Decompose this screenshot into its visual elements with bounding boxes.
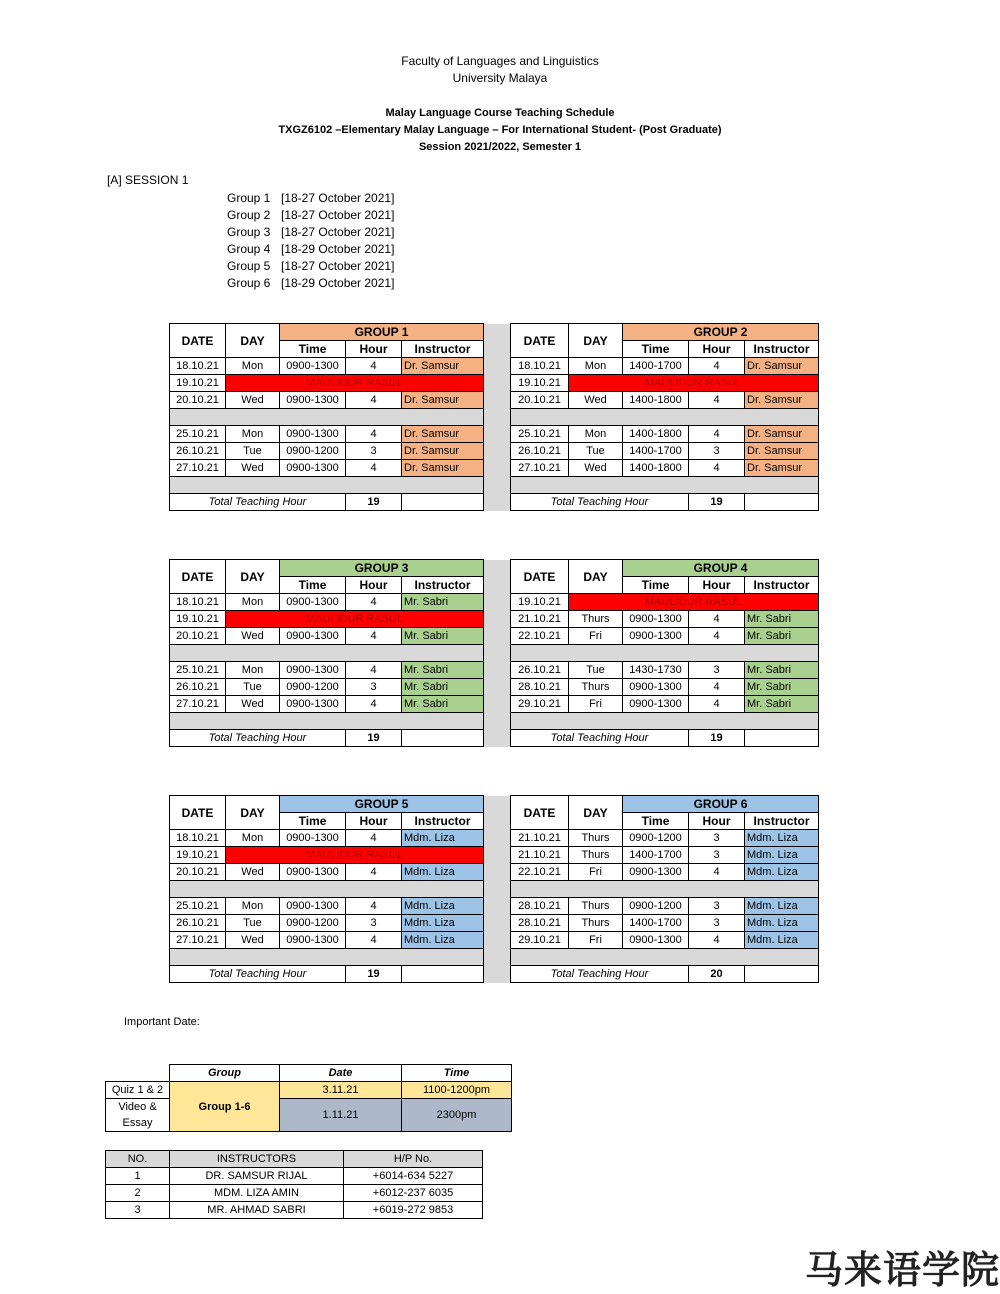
group-title: GROUP 6: [623, 796, 819, 813]
dates-time: 2300pm: [402, 1099, 512, 1132]
time-cell: 0900-1300: [280, 932, 346, 949]
day-cell: Mon: [569, 358, 623, 375]
date-cell: 18.10.21: [170, 358, 226, 375]
group-title: GROUP 5: [280, 796, 484, 813]
contacts-header-no: NO.: [106, 1151, 170, 1168]
day-cell: Tue: [226, 679, 280, 696]
hour-cell: 4: [689, 679, 745, 696]
hour-cell: 4: [689, 932, 745, 949]
instructor-cell: Mdm. Liza: [745, 830, 819, 847]
date-cell: 21.10.21: [511, 830, 569, 847]
time-cell: 0900-1300: [280, 898, 346, 915]
hour-cell: 4: [346, 932, 402, 949]
time-cell: 1400-1700: [623, 443, 689, 460]
important-dates-table: [105, 1064, 512, 1132]
instructor-header: Instructor: [745, 813, 819, 830]
instructor-cell: Mr. Sabri: [402, 679, 484, 696]
hour-cell: 4: [689, 392, 745, 409]
blank-row: [511, 949, 819, 966]
total-blank: [745, 966, 819, 983]
date-cell: 26.10.21: [511, 443, 569, 460]
group-period: [18-29 October 2021]: [281, 276, 395, 290]
total-value: 19: [346, 966, 402, 983]
total-value: 19: [346, 494, 402, 511]
dates-item: Quiz 1 & 2: [106, 1082, 170, 1099]
group-period: [18-29 October 2021]: [281, 242, 395, 256]
day-cell: Thurs: [569, 898, 623, 915]
group-title: GROUP 3: [280, 560, 484, 577]
time-cell: 0900-1300: [280, 696, 346, 713]
date-cell: 20.10.21: [170, 628, 226, 645]
date-cell: 18.10.21: [170, 594, 226, 611]
date-cell: 19.10.21: [511, 594, 569, 611]
dates-header-time: Time: [402, 1065, 512, 1082]
group-name: Group 6: [227, 276, 271, 290]
day-cell: Thurs: [569, 847, 623, 864]
instructor-cell: Mdm. Liza: [745, 898, 819, 915]
instructor-cell: Dr. Samsur: [402, 460, 484, 477]
date-cell: 25.10.21: [170, 426, 226, 443]
group-title: GROUP 4: [623, 560, 819, 577]
group-period: [18-27 October 2021]: [281, 208, 395, 222]
time-cell: 0900-1300: [623, 932, 689, 949]
hour-cell: 4: [346, 392, 402, 409]
instructor-cell: Mr. Sabri: [402, 594, 484, 611]
hour-header: Hour: [689, 577, 745, 594]
group-name: Group 1: [227, 191, 271, 205]
group-period: [18-27 October 2021]: [281, 225, 395, 239]
time-header: Time: [280, 813, 346, 830]
instructor-cell: Mdm. Liza: [745, 847, 819, 864]
group-period-line: [227, 207, 394, 224]
hour-cell: 4: [689, 460, 745, 477]
day-cell: Mon: [226, 594, 280, 611]
time-cell: 0900-1200: [623, 898, 689, 915]
instructor-header: Instructor: [402, 577, 484, 594]
hour-header: Hour: [689, 813, 745, 830]
day-header: DAY: [569, 560, 623, 594]
blank-row: [511, 713, 819, 730]
hour-cell: 4: [346, 662, 402, 679]
date-cell: 21.10.21: [511, 611, 569, 628]
instructor-cell: Dr. Samsur: [745, 392, 819, 409]
instructor-cell: Mr. Sabri: [402, 696, 484, 713]
hour-cell: 3: [346, 915, 402, 932]
time-cell: 1400-1800: [623, 426, 689, 443]
time-header: Time: [623, 341, 689, 358]
group-period: [18-27 October 2021]: [281, 191, 395, 205]
day-cell: Wed: [226, 696, 280, 713]
time-cell: 0900-1300: [280, 392, 346, 409]
blank-row: [170, 949, 484, 966]
day-cell: Mon: [226, 358, 280, 375]
time-cell: 0900-1300: [623, 864, 689, 881]
hour-cell: 4: [689, 611, 745, 628]
date-cell: 29.10.21: [511, 932, 569, 949]
contacts-header-phone: H/P No.: [344, 1151, 483, 1168]
date-cell: 20.10.21: [170, 864, 226, 881]
instructor-cell: Mr. Sabri: [745, 662, 819, 679]
date-header: DATE: [511, 796, 569, 830]
total-value: 20: [689, 966, 745, 983]
day-cell: Thurs: [569, 830, 623, 847]
day-cell: Mon: [226, 898, 280, 915]
hour-cell: 4: [346, 898, 402, 915]
instructor-cell: Mdm. Liza: [402, 898, 484, 915]
table-separator: [484, 560, 511, 747]
day-cell: Thurs: [569, 915, 623, 932]
hour-cell: 4: [346, 460, 402, 477]
instructor-cell: Dr. Samsur: [745, 443, 819, 460]
hour-header: Hour: [346, 577, 402, 594]
hour-cell: 4: [689, 358, 745, 375]
hour-cell: 4: [689, 628, 745, 645]
time-cell: 0900-1300: [623, 679, 689, 696]
dates-item: Video & Essay: [106, 1099, 170, 1132]
date-cell: 26.10.21: [170, 679, 226, 696]
hour-cell: 4: [346, 358, 402, 375]
date-cell: 26.10.21: [170, 915, 226, 932]
time-cell: 1400-1700: [623, 847, 689, 864]
hour-cell: 3: [689, 443, 745, 460]
date-cell: 19.10.21: [170, 375, 226, 392]
instructor-cell: Dr. Samsur: [402, 443, 484, 460]
total-blank: [745, 730, 819, 747]
blank-row: [511, 645, 819, 662]
blank-row: [170, 645, 484, 662]
instructor-header: Instructor: [402, 813, 484, 830]
instructor-contacts-table: [105, 1150, 483, 1219]
contact-name: DR. SAMSUR RIJAL: [170, 1168, 344, 1185]
watermark-logo: 马来语学院: [804, 1248, 1000, 1292]
blank-row: [170, 881, 484, 898]
date-cell: 22.10.21: [511, 628, 569, 645]
day-cell: Mon: [569, 426, 623, 443]
time-cell: 0900-1300: [280, 594, 346, 611]
instructor-header: Instructor: [402, 341, 484, 358]
date-cell: 26.10.21: [170, 443, 226, 460]
date-cell: 25.10.21: [511, 426, 569, 443]
day-cell: Wed: [226, 932, 280, 949]
instructor-cell: Mr. Sabri: [745, 679, 819, 696]
time-cell: 0900-1300: [280, 628, 346, 645]
day-cell: Fri: [569, 628, 623, 645]
date-cell: 18.10.21: [511, 358, 569, 375]
table-separator: [484, 796, 511, 983]
instructor-cell: Mdm. Liza: [402, 915, 484, 932]
hour-cell: 3: [689, 830, 745, 847]
dates-group-value: Group 1-6: [170, 1082, 280, 1132]
holiday-cell: MAULIDUR RASUL: [569, 375, 819, 392]
time-cell: 0900-1300: [623, 628, 689, 645]
date-header: DATE: [511, 560, 569, 594]
date-cell: 22.10.21: [511, 864, 569, 881]
holiday-cell: MAULIDUR RASUL: [226, 611, 484, 628]
schedule-table: [169, 795, 819, 983]
day-cell: Wed: [569, 460, 623, 477]
day-cell: Thurs: [569, 611, 623, 628]
total-value: 19: [346, 730, 402, 747]
date-cell: 28.10.21: [511, 679, 569, 696]
group-period-line: [227, 275, 394, 292]
day-cell: Thurs: [569, 679, 623, 696]
instructor-cell: Dr. Samsur: [402, 358, 484, 375]
faculty-name: Faculty of Languages and Linguistics: [401, 54, 599, 68]
day-cell: Wed: [226, 628, 280, 645]
date-cell: 20.10.21: [511, 392, 569, 409]
contacts-header-name: INSTRUCTORS: [170, 1151, 344, 1168]
session-title: Session 2021/2022, Semester 1: [418, 141, 582, 153]
time-cell: 1400-1800: [623, 460, 689, 477]
time-cell: 0900-1300: [280, 662, 346, 679]
group-period-line: [227, 241, 394, 258]
day-cell: Wed: [226, 864, 280, 881]
day-cell: Tue: [569, 443, 623, 460]
total-value: 19: [689, 494, 745, 511]
hour-cell: 4: [346, 864, 402, 881]
contact-name: MR. AHMAD SABRI: [170, 1202, 344, 1219]
date-cell: 19.10.21: [170, 611, 226, 628]
date-header: DATE: [511, 324, 569, 358]
contact-phone: +6012-237 6035: [344, 1185, 483, 1202]
group-name: Group 2: [227, 208, 271, 222]
hour-cell: 4: [346, 628, 402, 645]
time-cell: 0900-1200: [280, 443, 346, 460]
total-blank: [402, 966, 484, 983]
holiday-cell: MAULIDUR RASUL: [569, 594, 819, 611]
date-cell: 19.10.21: [511, 375, 569, 392]
total-blank: [402, 730, 484, 747]
day-cell: Mon: [226, 662, 280, 679]
contact-no: 2: [106, 1185, 170, 1202]
date-header: DATE: [170, 324, 226, 358]
group-name: Group 5: [227, 259, 271, 273]
instructor-cell: Mdm. Liza: [402, 864, 484, 881]
date-cell: 27.10.21: [170, 460, 226, 477]
date-cell: 25.10.21: [170, 662, 226, 679]
instructor-cell: Mr. Sabri: [745, 696, 819, 713]
date-cell: 27.10.21: [170, 932, 226, 949]
instructor-cell: Mdm. Liza: [402, 830, 484, 847]
contact-no: 3: [106, 1202, 170, 1219]
dates-header-date: Date: [280, 1065, 402, 1082]
hour-cell: 4: [346, 594, 402, 611]
time-cell: 0900-1300: [280, 426, 346, 443]
day-cell: Tue: [569, 662, 623, 679]
hour-cell: 4: [346, 426, 402, 443]
time-cell: 1400-1700: [623, 358, 689, 375]
time-cell: 0900-1300: [280, 460, 346, 477]
hour-cell: 3: [689, 847, 745, 864]
instructor-cell: Dr. Samsur: [402, 392, 484, 409]
schedule-title: Malay Language Course Teaching Schedule: [385, 107, 615, 119]
time-header: Time: [280, 577, 346, 594]
date-cell: 19.10.21: [170, 847, 226, 864]
date-cell: 18.10.21: [170, 830, 226, 847]
date-cell: 28.10.21: [511, 898, 569, 915]
hour-header: Hour: [689, 341, 745, 358]
table-separator: [484, 324, 511, 511]
blank-row: [511, 881, 819, 898]
hour-cell: 4: [689, 696, 745, 713]
time-cell: 0900-1300: [280, 830, 346, 847]
hour-header: Hour: [346, 813, 402, 830]
hour-cell: 3: [689, 915, 745, 932]
hour-cell: 3: [346, 443, 402, 460]
date-header: DATE: [170, 796, 226, 830]
time-cell: 0900-1300: [623, 611, 689, 628]
day-header: DAY: [226, 324, 280, 358]
day-header: DAY: [569, 324, 623, 358]
day-header: DAY: [569, 796, 623, 830]
total-value: 19: [689, 730, 745, 747]
session-label: [A] SESSION 1: [107, 173, 189, 187]
day-cell: Fri: [569, 864, 623, 881]
date-cell: 20.10.21: [170, 392, 226, 409]
instructor-cell: Mr. Sabri: [402, 628, 484, 645]
date-cell: 27.10.21: [170, 696, 226, 713]
hour-cell: 4: [346, 830, 402, 847]
instructor-cell: Mdm. Liza: [745, 864, 819, 881]
day-cell: Tue: [226, 443, 280, 460]
instructor-cell: Mr. Sabri: [745, 628, 819, 645]
total-label: Total Teaching Hour: [511, 730, 689, 747]
hour-header: Hour: [346, 341, 402, 358]
time-cell: 0900-1300: [280, 358, 346, 375]
day-header: DAY: [226, 796, 280, 830]
group-name: Group 3: [227, 225, 271, 239]
dates-time: 1100-1200pm: [402, 1082, 512, 1099]
instructor-header: Instructor: [745, 341, 819, 358]
time-cell: 1430-1730: [623, 662, 689, 679]
total-blank: [745, 494, 819, 511]
total-label: Total Teaching Hour: [170, 966, 346, 983]
day-cell: Mon: [226, 426, 280, 443]
day-cell: Tue: [226, 915, 280, 932]
date-cell: 25.10.21: [170, 898, 226, 915]
time-cell: 0900-1200: [280, 915, 346, 932]
total-label: Total Teaching Hour: [511, 494, 689, 511]
group-period-line: [227, 224, 394, 241]
instructor-cell: Mr. Sabri: [402, 662, 484, 679]
total-label: Total Teaching Hour: [170, 730, 346, 747]
time-cell: 0900-1200: [280, 679, 346, 696]
date-cell: 29.10.21: [511, 696, 569, 713]
time-cell: 1400-1700: [623, 915, 689, 932]
group-title: GROUP 2: [623, 324, 819, 341]
instructor-cell: Mdm. Liza: [745, 915, 819, 932]
day-header: DAY: [226, 560, 280, 594]
day-cell: Fri: [569, 696, 623, 713]
hour-cell: 3: [346, 679, 402, 696]
day-cell: Wed: [226, 460, 280, 477]
university-name: University Malaya: [452, 71, 548, 85]
contact-name: MDM. LIZA AMIN: [170, 1185, 344, 1202]
time-header: Time: [623, 577, 689, 594]
blank-row: [511, 477, 819, 494]
time-cell: 0900-1300: [280, 864, 346, 881]
hour-cell: 3: [689, 898, 745, 915]
holiday-cell: MAULIDUR RASUL: [226, 847, 484, 864]
instructor-cell: Mr. Sabri: [745, 611, 819, 628]
instructor-cell: Mdm. Liza: [402, 932, 484, 949]
schedule-table: [169, 323, 819, 511]
time-header: Time: [280, 341, 346, 358]
time-cell: 0900-1200: [623, 830, 689, 847]
hour-cell: 4: [346, 696, 402, 713]
dates-date: 1.11.21: [280, 1099, 402, 1132]
holiday-cell: MAULIDUR RASUL: [226, 375, 484, 392]
time-cell: 1400-1800: [623, 392, 689, 409]
time-cell: 0900-1300: [623, 696, 689, 713]
course-title: TXGZ6102 –Elementary Malay Language – For International Student- (Post Graduate): [278, 124, 722, 136]
day-cell: Wed: [226, 392, 280, 409]
blank-row: [170, 409, 484, 426]
contact-phone: +6014-634 5227: [344, 1168, 483, 1185]
dates-date: 3.11.21: [280, 1082, 402, 1099]
instructor-cell: Dr. Samsur: [402, 426, 484, 443]
group-title: GROUP 1: [280, 324, 484, 341]
time-header: Time: [623, 813, 689, 830]
blank-row: [170, 477, 484, 494]
contact-no: 1: [106, 1168, 170, 1185]
blank-row: [170, 713, 484, 730]
date-cell: 27.10.21: [511, 460, 569, 477]
hour-cell: 4: [689, 426, 745, 443]
contact-phone: +6019-272 9853: [344, 1202, 483, 1219]
day-cell: Mon: [226, 830, 280, 847]
date-header: DATE: [170, 560, 226, 594]
day-cell: Fri: [569, 932, 623, 949]
instructor-cell: Mdm. Liza: [745, 932, 819, 949]
total-label: Total Teaching Hour: [170, 494, 346, 511]
dates-header-group: Group: [170, 1065, 280, 1082]
schedule-table: [169, 559, 819, 747]
instructor-cell: Dr. Samsur: [745, 358, 819, 375]
total-label: Total Teaching Hour: [511, 966, 689, 983]
total-blank: [402, 494, 484, 511]
date-cell: 28.10.21: [511, 915, 569, 932]
important-date-label: Important Date:: [124, 1016, 200, 1028]
day-cell: Wed: [569, 392, 623, 409]
hour-cell: 3: [689, 662, 745, 679]
date-cell: 21.10.21: [511, 847, 569, 864]
instructor-cell: Dr. Samsur: [745, 426, 819, 443]
group-period: [18-27 October 2021]: [281, 259, 395, 273]
group-period-line: [227, 190, 394, 207]
instructor-cell: Dr. Samsur: [745, 460, 819, 477]
instructor-header: Instructor: [745, 577, 819, 594]
group-period-line: [227, 258, 394, 275]
hour-cell: 4: [689, 864, 745, 881]
group-name: Group 4: [227, 242, 271, 256]
blank-row: [511, 409, 819, 426]
date-cell: 26.10.21: [511, 662, 569, 679]
